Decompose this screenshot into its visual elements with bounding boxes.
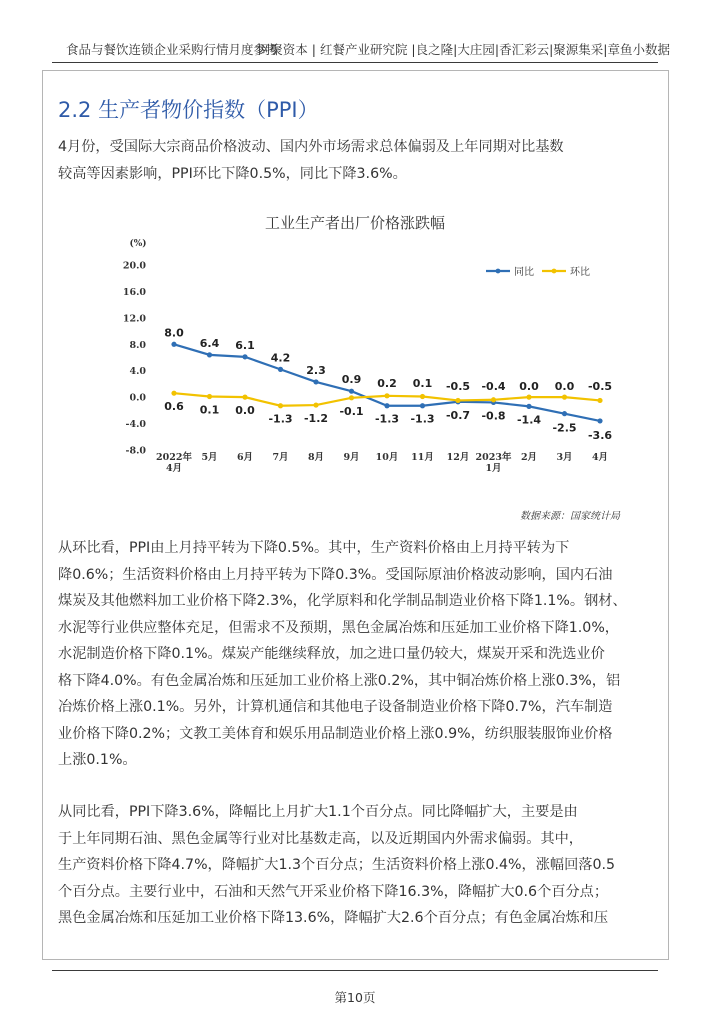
chart-title: 工业生产者出厂价格涨跌幅 bbox=[264, 214, 445, 232]
yoy-data-label: -0.8 bbox=[481, 409, 506, 423]
data-point bbox=[313, 402, 318, 407]
data-point bbox=[526, 404, 531, 409]
data-point bbox=[562, 411, 567, 416]
mom-data-label: -0.5 bbox=[587, 380, 613, 393]
x-tick-label: 7月 bbox=[272, 452, 289, 463]
x-tick-label: 10月 bbox=[375, 452, 399, 463]
paragraph-line: 从同比看，PPI下降3.6%，降幅比上月扩大1.1个百分点。同比降幅扩大，主要是由 bbox=[58, 804, 578, 820]
yoy-data-label: 0.9 bbox=[341, 373, 362, 387]
x-tick-label: 4月 bbox=[591, 452, 609, 463]
yoy-data-label: -1.3 bbox=[410, 412, 435, 426]
mom-data-label: 0.6 bbox=[164, 400, 184, 414]
y-tick-label: 20.0 bbox=[122, 260, 146, 272]
legend-label: 同比 bbox=[514, 267, 534, 278]
mom-data-label: 0.1 bbox=[199, 403, 220, 417]
section-title: 2.2 生产者物价指数（PPI） bbox=[58, 98, 319, 122]
paragraph-line: 水泥制造价格下降0.1%。煤炭产能继续释放，加之进口量仍较大，煤炭开采和洗选业价 bbox=[58, 646, 605, 662]
data-point bbox=[278, 403, 283, 408]
x-tick-label: 8月 bbox=[307, 452, 325, 463]
data-point bbox=[207, 394, 212, 399]
yoy-data-label: -1.3 bbox=[374, 412, 400, 426]
data-point bbox=[384, 393, 389, 398]
data-point bbox=[242, 395, 247, 400]
x-tick-label: 5月 bbox=[201, 452, 218, 463]
paragraph-line: 个百分点。主要行业中，石油和天然气开采业价格下降16.3%，降幅扩大0.6个百分点； bbox=[58, 883, 609, 900]
chart-source: 数据来源：国家统计局 bbox=[520, 511, 620, 522]
data-point bbox=[455, 398, 460, 403]
data-point bbox=[278, 367, 283, 372]
yoy-data-label: -0.7 bbox=[445, 408, 471, 422]
page-number: 第10页 bbox=[334, 990, 376, 1005]
yoy-data-label: 6.1 bbox=[235, 338, 255, 352]
yoy-data-label: 8.0 bbox=[164, 326, 184, 340]
data-point bbox=[207, 352, 212, 357]
mom-data-label: 0.2 bbox=[377, 377, 397, 390]
data-point bbox=[349, 395, 354, 400]
data-point bbox=[171, 342, 176, 347]
data-point bbox=[597, 418, 602, 423]
yoy-data-label: 6.4 bbox=[199, 336, 220, 350]
y-tick-label: -8.0 bbox=[125, 445, 146, 457]
mom-data-label: -0.1 bbox=[339, 404, 364, 418]
footer-divider bbox=[52, 970, 658, 971]
yoy-data-label: -2.5 bbox=[552, 421, 577, 435]
data-point bbox=[597, 398, 602, 403]
paragraph-line: 上涨0.1%。 bbox=[58, 752, 137, 768]
legend-label: 环比 bbox=[570, 267, 590, 278]
mom-data-label: 0.0 bbox=[235, 404, 255, 418]
paragraph-line: 格下降4.0%。有色金属冶炼和压延加工业价格上涨0.2%，其中铜冶炼价格上涨0.3%，铝 bbox=[58, 672, 621, 689]
intro-line: 较高等因素影响，PPI环比下降0.5%，同比下降3.6%。 bbox=[58, 165, 407, 182]
data-point bbox=[242, 354, 247, 359]
mom-data-label: -1.2 bbox=[303, 412, 329, 426]
paragraph-line: 冶炼价格上涨0.1%。另外，计算机通信和其他电子设备制造业价格下降0.7%，汽车制造 bbox=[58, 699, 613, 715]
yoy-data-label: -3.6 bbox=[587, 428, 613, 442]
year-on-year-paragraph bbox=[58, 799, 662, 932]
paragraph-line: 黑色金属冶炼和压延加工业价格下降13.6%，降幅扩大2.6个百分点；有色金属冶炼和压 bbox=[58, 910, 609, 926]
legend-marker bbox=[496, 269, 501, 274]
paragraph-line: 降0.6%；生活资料价格由上月持平转为下降0.3%。受国际原油价格波动影响，国内石油 bbox=[58, 566, 613, 583]
data-point bbox=[491, 397, 496, 402]
ppi-line-chart bbox=[110, 232, 630, 482]
x-tick-label: 2023年 bbox=[475, 452, 512, 463]
y-tick-label: 0.0 bbox=[129, 392, 146, 404]
header-report-title: 食品与餐饮连锁企业采购行情月度参考 bbox=[66, 42, 279, 57]
page-header bbox=[0, 0, 710, 60]
intro-line: 4月份，受国际大宗商品价格波动、国内外市场需求总体偏弱及上年同期对比基数 bbox=[58, 139, 564, 155]
intro-paragraph bbox=[58, 134, 662, 187]
y-tick-label: 8.0 bbox=[129, 339, 146, 351]
x-tick-label: 12月 bbox=[446, 452, 470, 463]
mom-data-label: 0.1 bbox=[412, 377, 433, 390]
paragraph-line: 业价格下降0.2%；文教工美体育和娱乐用品制造业价格上涨0.9%，纺织服装服饰业价格 bbox=[58, 725, 613, 742]
data-point bbox=[420, 403, 425, 408]
x-tick-label: 2月 bbox=[520, 452, 538, 463]
paragraph-line: 于上年同期石油、黑色金属等行业对比基数走高，以及近期国内外需求偏弱。其中， bbox=[58, 830, 583, 847]
x-tick-label: 4月 bbox=[165, 463, 183, 474]
paragraph-line: 从环比看，PPI由上月持平转为下降0.5%。其中，生产资料价格由上月持平转为下 bbox=[58, 540, 570, 556]
paragraph-line: 水泥等行业供应整体充足，但需求不及预期，黑色金属冶炼和压延加工业价格下降1.0%， bbox=[58, 619, 619, 636]
y-axis-unit-label: (%) bbox=[129, 239, 147, 249]
mom-data-label: -1.3 bbox=[268, 412, 293, 426]
data-point bbox=[171, 391, 176, 396]
data-point bbox=[313, 379, 318, 384]
y-tick-label: 12.0 bbox=[122, 313, 146, 325]
mom-data-label: 0.0 bbox=[554, 380, 575, 393]
mom-data-label: -0.5 bbox=[445, 380, 471, 393]
x-tick-label: 2022年 bbox=[156, 452, 192, 463]
data-point bbox=[384, 403, 389, 408]
data-point bbox=[526, 395, 531, 400]
header-publishers: 网聚资本 | 红餐产业研究院 |良之隆|大庄园|香汇彩云|聚源集采|章鱼小数据 bbox=[257, 42, 670, 57]
yoy-data-label: 2.3 bbox=[306, 363, 326, 377]
y-tick-label: 16.0 bbox=[122, 286, 146, 298]
x-tick-label: 9月 bbox=[343, 452, 360, 463]
y-tick-label: -4.0 bbox=[125, 419, 146, 431]
legend-marker bbox=[552, 269, 557, 274]
paragraph-line: 生产资料价格下降4.7%，降幅扩大1.3个百分点；生活资料价格上涨0.4%，涨幅回落0.5 bbox=[58, 857, 616, 873]
data-point bbox=[420, 394, 425, 399]
mom-data-label: 0.0 bbox=[519, 380, 539, 393]
x-tick-label: 11月 bbox=[411, 452, 434, 463]
header-divider bbox=[52, 62, 658, 63]
y-tick-label: 4.0 bbox=[129, 366, 146, 378]
paragraph-line: 煤炭及其他燃料加工业价格下降2.3%，化学原料和化学制品制造业价格下降1.1%。钢材、 bbox=[58, 593, 627, 609]
x-tick-label: 1月 bbox=[485, 463, 502, 474]
x-tick-label: 3月 bbox=[556, 452, 573, 463]
mom-data-label: -0.4 bbox=[481, 380, 506, 393]
month-on-month-paragraph bbox=[58, 535, 662, 774]
yoy-data-label: -1.4 bbox=[516, 413, 542, 427]
yoy-data-label: 4.2 bbox=[270, 351, 291, 365]
data-point bbox=[349, 389, 354, 394]
data-point bbox=[562, 395, 567, 400]
x-tick-label: 6月 bbox=[236, 452, 254, 463]
